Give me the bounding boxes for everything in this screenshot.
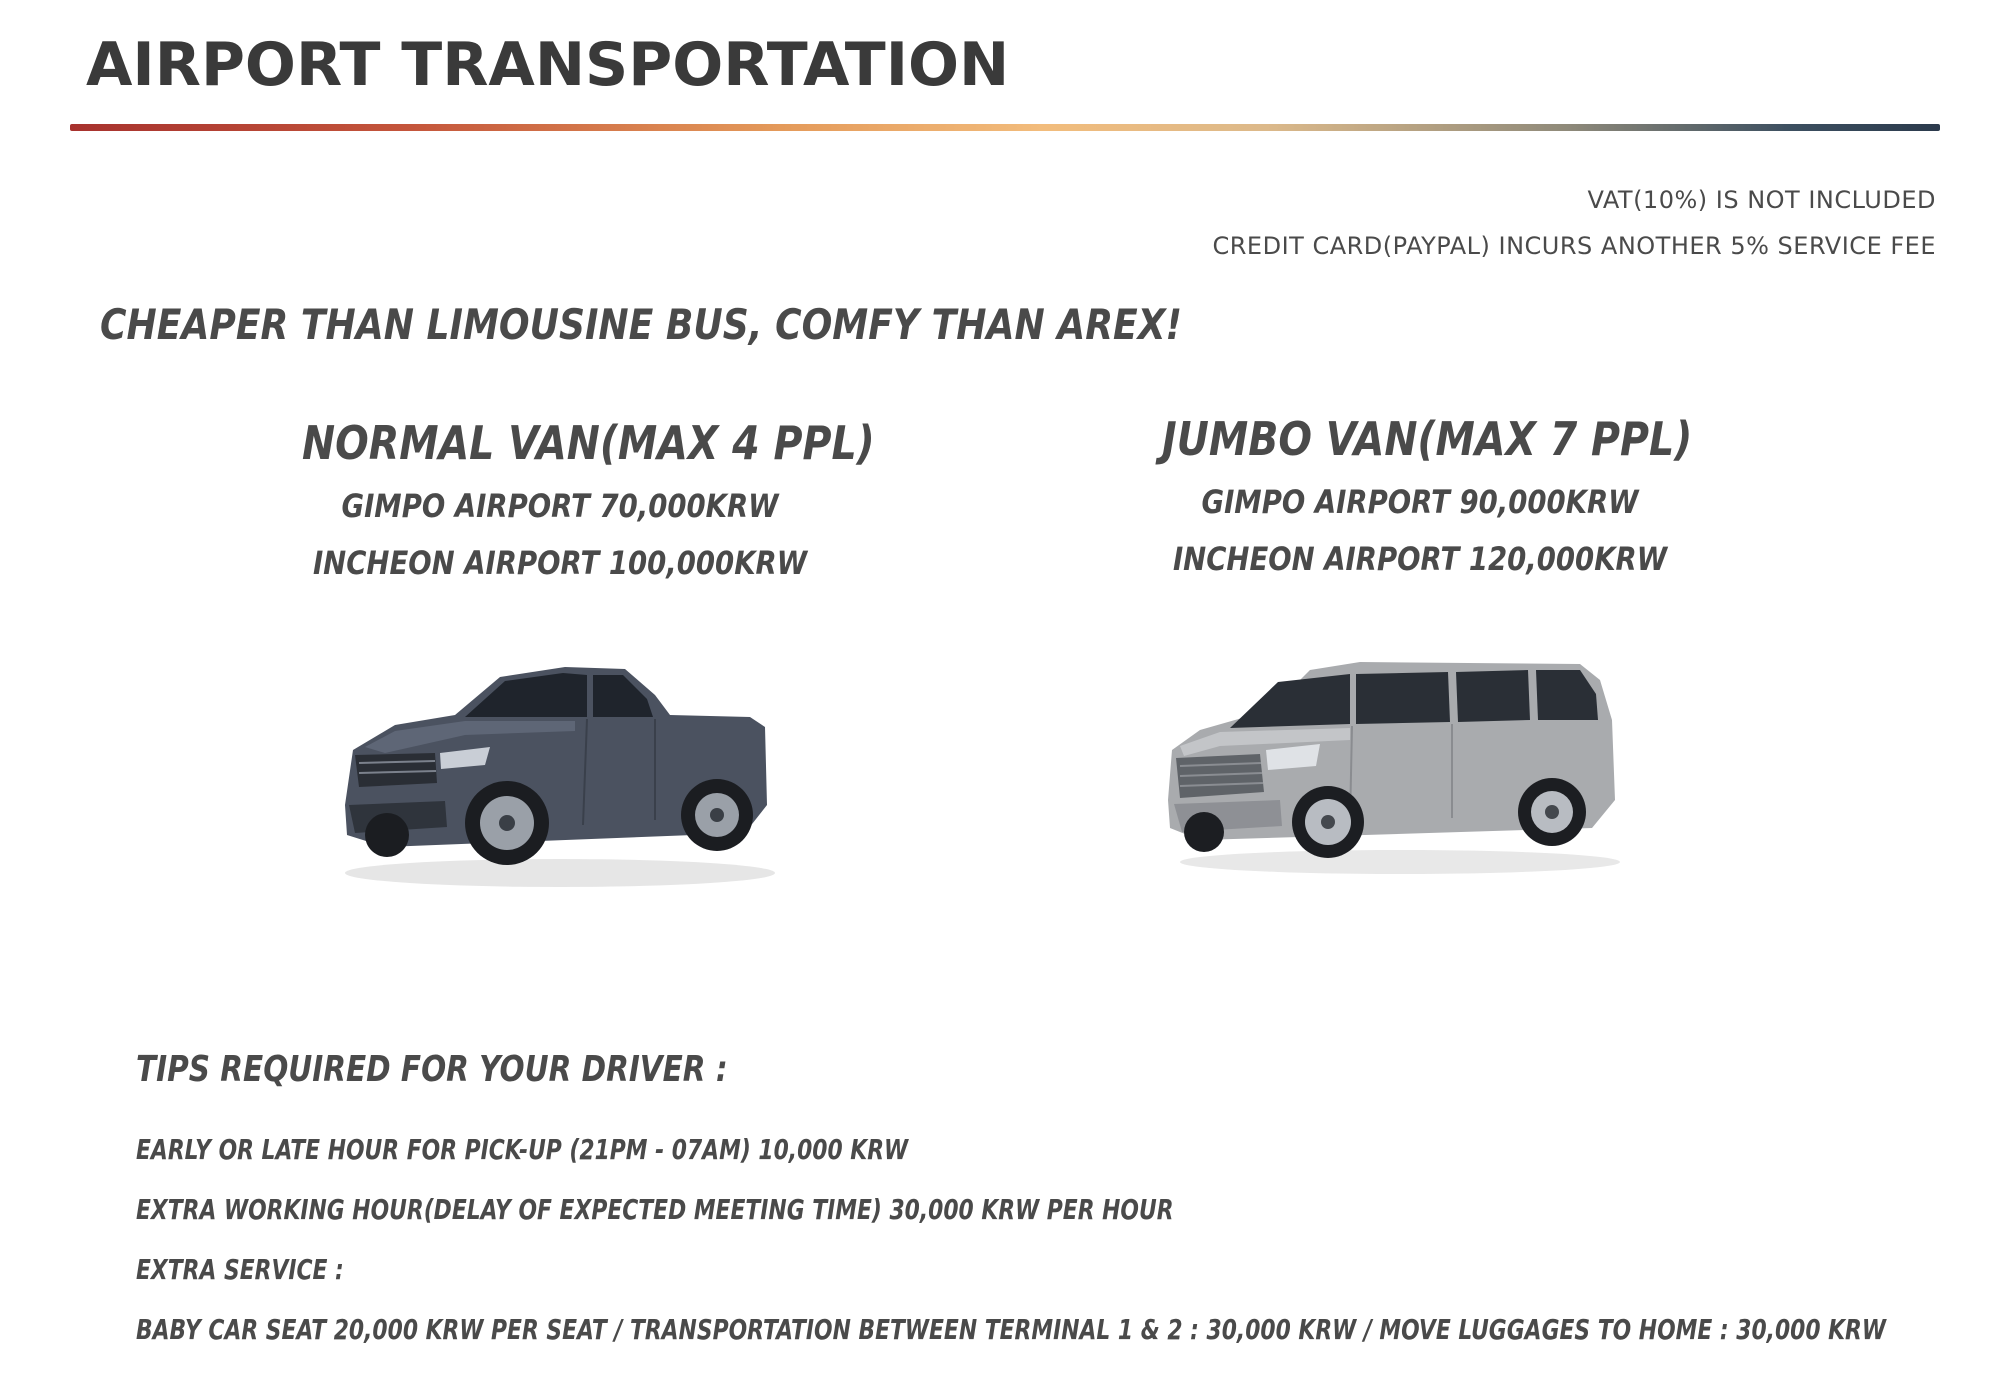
card-fee-note: CREDIT CARD(PAYPAL) INCURS ANOTHER 5% SERVICE FEE — [1212, 232, 1936, 260]
tips-title: TIPS REQUIRED FOR YOUR DRIVER : — [136, 1049, 728, 1090]
normal-van-name: NORMAL VAN(MAX 4 PPL) — [302, 416, 875, 470]
tip-extra-working-hour: EXTRA WORKING HOUR(DELAY OF EXPECTED MEETING TIME) 30,000 KRW PER HOUR — [136, 1193, 1174, 1226]
jumbo-van-gimpo-price: GIMPO AIRPORT 90,000KRW — [1201, 483, 1639, 521]
tip-early-late-hour: EARLY OR LATE HOUR FOR PICK-UP (21PM - 07AM) 10,000 KRW — [136, 1133, 909, 1166]
normal-van-image — [325, 655, 785, 895]
normal-van-incheon-price: INCHEON AIRPORT 100,000KRW — [312, 544, 808, 582]
tip-extra-service-details: BABY CAR SEAT 20,000 KRW PER SEAT / TRANSPORTATION BETWEEN TERMINAL 1 & 2 : 30,000 KRW / MOVE LUGGAGES TO HOME : 30,000 KRW — [136, 1313, 1886, 1346]
jumbo-van-incheon-price: INCHEON AIRPORT 120,000KRW — [1172, 540, 1668, 578]
normal-van-panel — [260, 408, 875, 592]
title-divider — [70, 124, 1940, 131]
driver-tips-section — [136, 1040, 2000, 1360]
vat-note: VAT(10%) IS NOT INCLUDED — [1587, 186, 1936, 214]
tip-extra-service-heading: EXTRA SERVICE : — [136, 1253, 344, 1286]
jumbo-van-panel — [1120, 404, 1720, 588]
slogan: CHEAPER THAN LIMOUSINE BUS, COMFY THAN AREX! — [100, 300, 1183, 349]
pricing-notes — [1213, 183, 1937, 275]
normal-van-gimpo-price: GIMPO AIRPORT 70,000KRW — [341, 487, 779, 525]
jumbo-van-image — [1160, 650, 1630, 890]
page-title: AIRPORT TRANSPORTATION — [86, 30, 1010, 100]
jumbo-van-name: JUMBO VAN(MAX 7 PPL) — [1162, 412, 1693, 466]
